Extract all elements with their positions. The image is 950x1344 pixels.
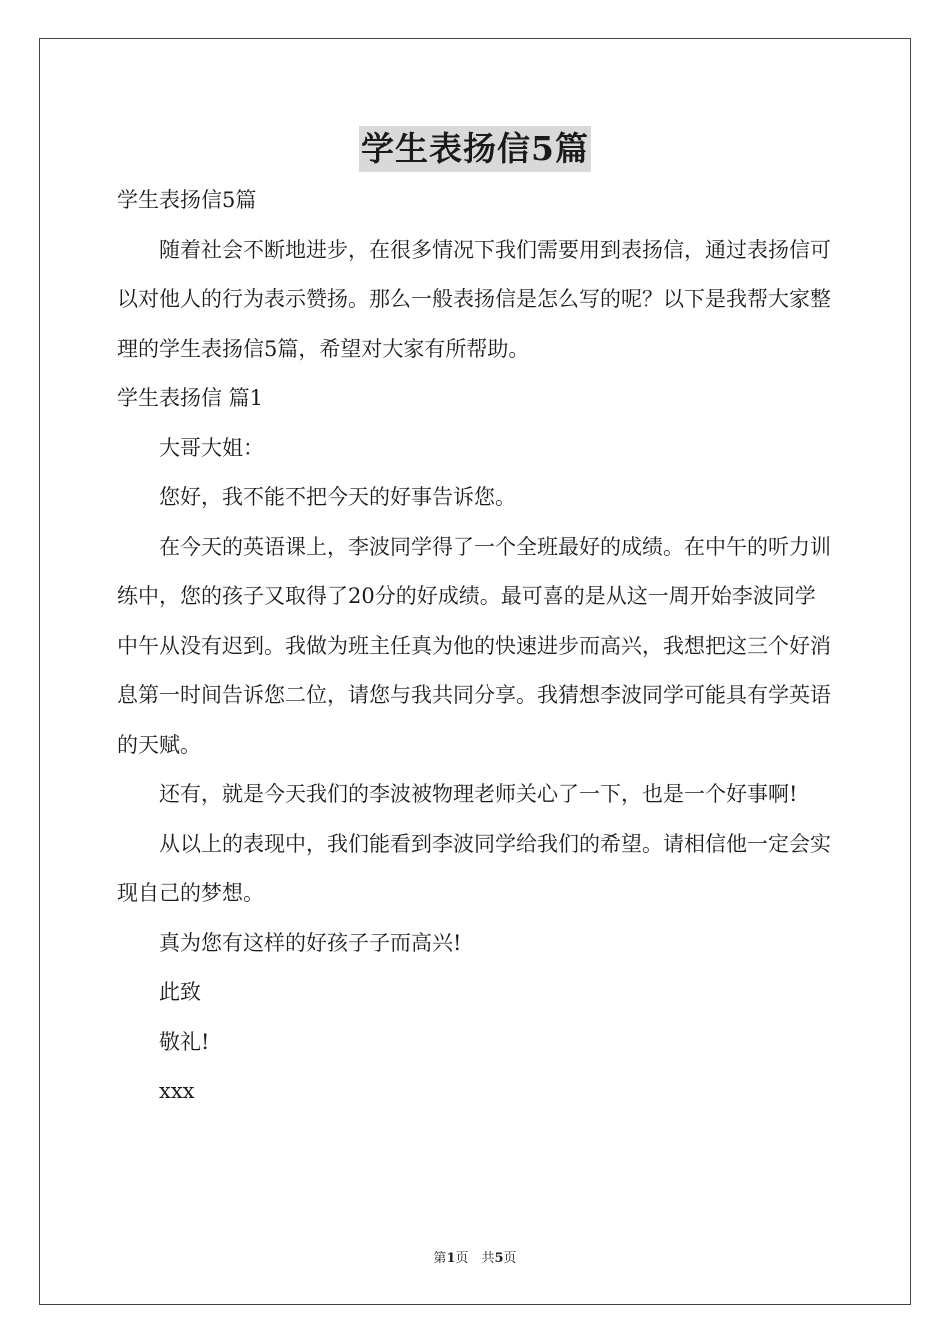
body-paragraph-3: 从以上的表现中，我们能看到李波同学给我们的希望。请相信他一定会实现自己的梦想。 [117, 831, 831, 905]
body-paragraph-4: 真为您有这样的好孩子子而高兴! [159, 930, 462, 955]
greeting: 您好，我不能不把今天的好事告诉您。 [159, 485, 516, 509]
page-suffix: 页 [503, 1251, 517, 1266]
document-subtitle: 学生表扬信5篇 [117, 188, 257, 212]
body-paragraph-1: 在今天的英语课上，李波同学得了一个全班最好的成绩。在中午的听力训练中，您的孩子又取得了20分的好成绩。最可喜的是从这一周开始李波同学中午从没有迟到。我做为班主任真为他的快速进步而高兴，我想把这三个好消息第一时间告诉您二位，请您与我共同分享。我猜想李波同学可能具有学英语的天赋。 [117, 534, 831, 757]
body-paragraph-2: 还有，就是今天我们的李波被物理老师关心了一下，也是一个好事啊! [159, 782, 798, 806]
total-page-number: 5 [494, 1251, 504, 1266]
document-title: 学生表扬信5篇 [359, 126, 591, 172]
title-container [0, 126, 950, 172]
section-heading: 学生表扬信 篇1 [117, 386, 264, 410]
current-page-number: 1 [446, 1251, 456, 1266]
intro-paragraph: 随着社会不断地进步，在很多情况下我们需要用到表扬信，通过表扬信可以对他人的行为表示赞扬。那么一般表扬信是怎么写的呢？以下是我帮大家整理的学生表扬信5篇，希望对大家有所帮助。 [117, 237, 831, 361]
document-body [117, 176, 833, 1117]
closing-line-2: 敬礼! [159, 1029, 210, 1054]
closing-line-1: 此致 [159, 980, 201, 1004]
signature: xxx [159, 1079, 195, 1103]
page-prefix: 第 [433, 1251, 447, 1266]
salutation: 大哥大姐： [159, 435, 264, 460]
page-footer [0, 1247, 950, 1266]
page-mid: 页 共 [455, 1251, 495, 1266]
